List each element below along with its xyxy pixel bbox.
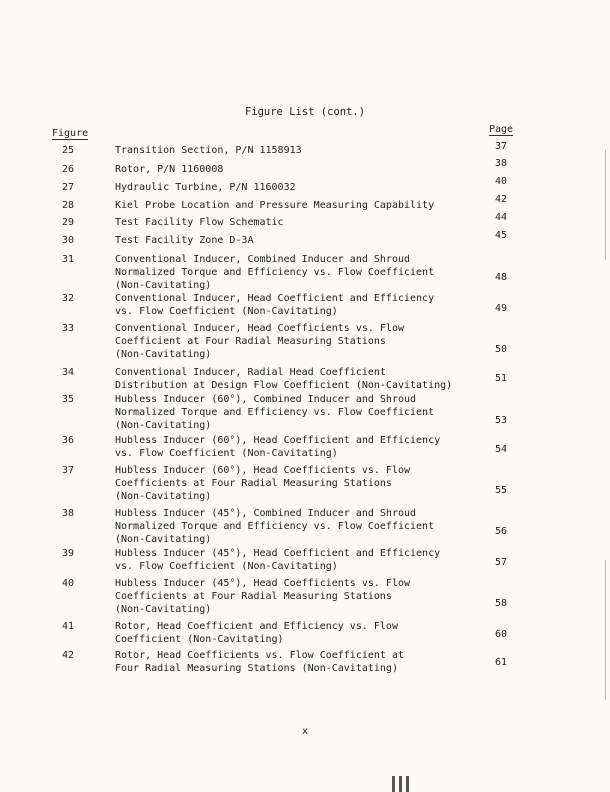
caption-line: (Non-Cavitating) bbox=[115, 491, 212, 503]
caption-line: (Non-Cavitating) bbox=[115, 534, 212, 546]
caption-line: Conventional Inducer, Head Coefficients vs. Flow bbox=[115, 323, 404, 334]
figure-caption bbox=[115, 163, 485, 176]
figure-number: 40 bbox=[62, 578, 75, 589]
caption-line: Test Facility Zone D-3A bbox=[115, 235, 254, 246]
caption-line: Rotor, Head Coefficient and Efficiency vs. Flow bbox=[115, 621, 398, 632]
figure-caption bbox=[115, 199, 485, 212]
figure-caption bbox=[115, 181, 485, 194]
figure-caption bbox=[115, 577, 485, 617]
figure-caption bbox=[115, 507, 485, 547]
caption-line: Hydraulic Turbine, P/N 1160032 bbox=[115, 182, 296, 193]
caption-line: Test Facility Flow Schematic bbox=[115, 217, 284, 228]
figure-number: 25 bbox=[62, 145, 75, 156]
figure-page-number: 40 bbox=[495, 176, 508, 187]
scan-mark bbox=[390, 776, 416, 792]
figure-page-number: 56 bbox=[495, 526, 508, 537]
figure-number: 34 bbox=[62, 367, 75, 378]
page-title: Figure List (cont.) bbox=[244, 106, 366, 118]
page-column-header: Page bbox=[489, 124, 514, 135]
caption-line: Conventional Inducer, Head Coefficient and Efficiency bbox=[115, 293, 435, 304]
figure-caption bbox=[115, 547, 485, 573]
figure-caption bbox=[115, 620, 485, 646]
scan-edge-line bbox=[605, 560, 606, 700]
figure-number: 27 bbox=[62, 182, 75, 193]
caption-line: Conventional Inducer, Radial Head Coefficient bbox=[115, 367, 386, 378]
figure-column-header: Figure bbox=[52, 128, 89, 139]
figure-caption bbox=[115, 216, 485, 229]
figure-number: 26 bbox=[62, 164, 75, 175]
caption-line: Kiel Probe Location and Pressure Measuring Capability bbox=[115, 200, 435, 211]
figure-number: 32 bbox=[62, 293, 75, 304]
figure-number: 33 bbox=[62, 323, 75, 334]
figure-page-number: 37 bbox=[495, 141, 508, 152]
caption-line: Normalized Torque and Efficiency vs. Flow Coefficient bbox=[115, 521, 435, 533]
figure-caption bbox=[115, 144, 485, 157]
caption-line: Rotor, P/N 1160008 bbox=[115, 164, 224, 175]
caption-line: Coefficients at Four Radial Measuring Stations bbox=[115, 591, 392, 603]
caption-line: Four Radial Measuring Stations (Non-Cavitating) bbox=[115, 663, 398, 675]
figure-page-number: 44 bbox=[495, 212, 508, 223]
caption-line: vs. Flow Coefficient (Non-Cavitating) bbox=[115, 448, 338, 460]
figure-caption bbox=[115, 434, 485, 460]
figure-page-number: 45 bbox=[495, 230, 508, 241]
caption-line: Transition Section, P/N 1158913 bbox=[115, 145, 302, 156]
caption-line: (Non-Cavitating) bbox=[115, 349, 212, 361]
figure-caption bbox=[115, 322, 485, 362]
caption-line: Normalized Torque and Efficiency vs. Flow Coefficient bbox=[115, 407, 435, 419]
caption-line: Hubless Inducer (60°), Head Coefficient and Efficiency bbox=[115, 435, 441, 446]
caption-line: Hubless Inducer (60°), Combined Inducer and Shroud bbox=[115, 394, 417, 405]
figure-number: 35 bbox=[62, 394, 75, 405]
figure-number: 42 bbox=[62, 650, 75, 661]
caption-line: Rotor, Head Coefficients vs. Flow Coefficient at bbox=[115, 650, 404, 661]
figure-caption bbox=[115, 649, 485, 675]
caption-line: Hubless Inducer (45°), Head Coefficient and Efficiency bbox=[115, 548, 441, 559]
caption-line: Distribution at Design Flow Coefficient (Non-Cavitating) bbox=[115, 380, 453, 392]
figure-page-number: 42 bbox=[495, 194, 508, 205]
caption-line: (Non-Cavitating) bbox=[115, 280, 212, 292]
caption-line: Hubless Inducer (45°), Head Coefficients vs. Flow bbox=[115, 578, 411, 589]
figure-number: 28 bbox=[62, 200, 75, 211]
caption-line: Normalized Torque and Efficiency vs. Flow Coefficient bbox=[115, 267, 435, 279]
caption-line: (Non-Cavitating) bbox=[115, 604, 212, 616]
figure-page-number: 50 bbox=[495, 344, 508, 355]
scan-edge-line bbox=[605, 150, 606, 260]
caption-line: Hubless Inducer (60°), Head Coefficients vs. Flow bbox=[115, 465, 411, 476]
caption-line: Hubless Inducer (45°), Combined Inducer and Shroud bbox=[115, 508, 417, 519]
figure-page-number: 58 bbox=[495, 598, 508, 609]
figure-page-number: 53 bbox=[495, 415, 508, 426]
figure-caption bbox=[115, 292, 485, 318]
figure-caption bbox=[115, 393, 485, 433]
caption-line: Coefficients at Four Radial Measuring Stations bbox=[115, 478, 392, 490]
figure-number: 36 bbox=[62, 435, 75, 446]
figure-page-number: 61 bbox=[495, 657, 508, 668]
caption-line: Coefficient (Non-Cavitating) bbox=[115, 634, 284, 646]
figure-caption bbox=[115, 464, 485, 504]
caption-line: (Non-Cavitating) bbox=[115, 420, 212, 432]
figure-page-number: 38 bbox=[495, 158, 508, 169]
figure-number: 37 bbox=[62, 465, 75, 476]
figure-page-number: 60 bbox=[495, 629, 508, 640]
figure-number: 30 bbox=[62, 235, 75, 246]
figure-page-number: 55 bbox=[495, 485, 508, 496]
caption-line: vs. Flow Coefficient (Non-Cavitating) bbox=[115, 561, 338, 573]
page-number: x bbox=[301, 726, 309, 737]
figure-number: 39 bbox=[62, 548, 75, 559]
caption-line: Coefficient at Four Radial Measuring Stations bbox=[115, 336, 386, 348]
figure-caption bbox=[115, 366, 485, 392]
figure-page-number: 51 bbox=[495, 373, 508, 384]
figure-caption bbox=[115, 234, 485, 247]
figure-number: 29 bbox=[62, 217, 75, 228]
caption-line: vs. Flow Coefficient (Non-Cavitating) bbox=[115, 306, 338, 318]
figure-number: 41 bbox=[62, 621, 75, 632]
figure-number: 38 bbox=[62, 508, 75, 519]
figure-page-number: 49 bbox=[495, 303, 508, 314]
figure-caption bbox=[115, 253, 485, 293]
caption-line: Conventional Inducer, Combined Inducer and Shroud bbox=[115, 254, 411, 265]
figure-page-number: 57 bbox=[495, 557, 508, 568]
figure-number: 31 bbox=[62, 254, 75, 265]
figure-page-number: 54 bbox=[495, 444, 508, 455]
figure-page-number: 48 bbox=[495, 272, 508, 283]
